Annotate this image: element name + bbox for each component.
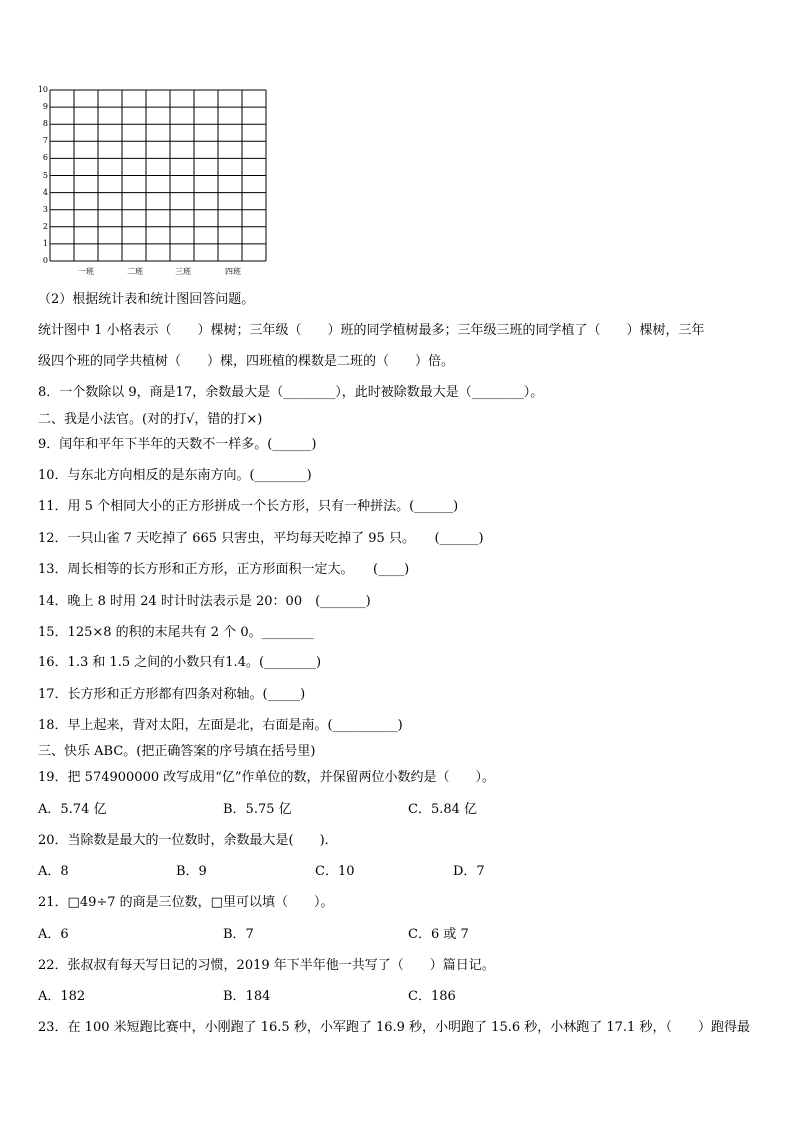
x-category-label: 三班 [175,267,191,276]
q22-option-c: C．186 [408,989,456,1004]
q20-option-b: B．9 [176,864,207,879]
question-18: 18．早上起来，背对太阳，左面是北，右面是南。(__________) [38,718,403,733]
question-9: 9．闰年和平年下半年的天数不一样多。(______) [38,437,317,452]
question-15: 15．125×8 的积的末尾共有 2 个 0。________ [38,625,314,640]
q21-option-c: C．6 或 7 [408,927,469,942]
q19-option-c: C．5.84 亿 [408,802,478,817]
q21-option-b: B．7 [223,927,254,942]
question-21: 21．□49÷7 的商是三位数，□里可以填（ ）。 [38,895,334,910]
grid-svg [36,86,276,282]
blank-chart-grid [36,86,276,282]
q20-option-a: A．8 [38,864,69,879]
q20-option-d: D．7 [453,864,485,879]
q7-part2-text-a: 统计图中 1 小格表示（ ）棵树；三年级（ ）班的同学植树最多；三年级三班的同学植了（ ）棵树，三年 [38,323,705,338]
x-category-label: 四班 [225,267,241,276]
q21-option-a: A．6 [38,927,69,942]
y-tick-label: 8 [42,119,48,129]
q22-option-b: B．184 [223,989,271,1004]
y-tick-label: 9 [42,102,48,112]
x-category-label: 二班 [127,267,143,276]
question-11: 11．用 5 个相同大小的正方形拼成一个长方形，只有一种拼法。(______) [38,499,459,514]
question-12: 12．一只山雀 7 天吃掉了 665 只害虫，平均每天吃掉了 95 只。 (______) [38,531,484,546]
question-17: 17．长方形和正方形都有四条对称轴。(_____) [38,687,306,702]
q22-option-a: A．182 [38,989,86,1004]
section-3-heading: 三、快乐 ABC。(把正确答案的序号填在括号里) [38,744,316,759]
y-tick-label: 0 [42,256,48,265]
question-10: 10．与东北方向相反的是东南方向。(________) [38,468,312,483]
y-tick-label: 3 [42,204,48,214]
q19-option-b: B．5.75 亿 [223,802,292,817]
y-tick-label: 6 [42,153,48,163]
question-22: 22．张叔叔有每天写日记的习惯，2019 年下半年他一共写了（ ）篇日记。 [38,958,495,973]
question-8: 8．一个数除以 9，商是17，余数最大是（________），此时被除数最大是（________）。 [38,385,544,400]
y-tick-label: 10 [37,85,48,94]
q20-option-c: C．10 [315,864,355,879]
grid-lines [50,90,266,261]
question-23: 23．在 100 米短跑比赛中，小刚跑了 16.5 秒，小军跑了 16.9 秒，小明跑了 15.6 秒，小林跑了 17.1 秒，（ ）跑得最 [38,1020,750,1035]
q19-option-a: A．5.74 亿 [38,802,107,817]
question-20: 20．当除数是最大的一位数时，余数最大是( )． [38,833,338,848]
question-16: 16．1.3 和 1.5 之间的小数只有1.4。(________) [38,655,322,670]
question-19: 19．把 574900000 改写成用“亿”作单位的数，并保留两位小数约是（ ）。 [38,770,496,785]
y-tick-label: 5 [42,170,48,180]
section-2-heading: 二、我是小法官。(对的打√，错的打×) [38,412,263,427]
y-tick-label: 4 [42,187,48,197]
y-tick-label: 2 [42,221,48,231]
x-category-label: 一班 [78,267,94,276]
y-tick-label: 7 [42,136,48,146]
q7-part2-heading: （2）根据统计表和统计图回答问题。 [38,292,255,307]
q7-part2-text-b: 级四个班的同学共植树（ ）棵，四班植的棵数是二班的（ ）倍。 [38,354,455,369]
question-14: 14．晚上 8 时用 24 时计时法表示是 20：00 (_______) [38,594,371,609]
y-tick-label: 1 [42,238,48,248]
question-13: 13．周长相等的长方形和正方形，正方形面积一定大。 (____) [38,562,410,577]
